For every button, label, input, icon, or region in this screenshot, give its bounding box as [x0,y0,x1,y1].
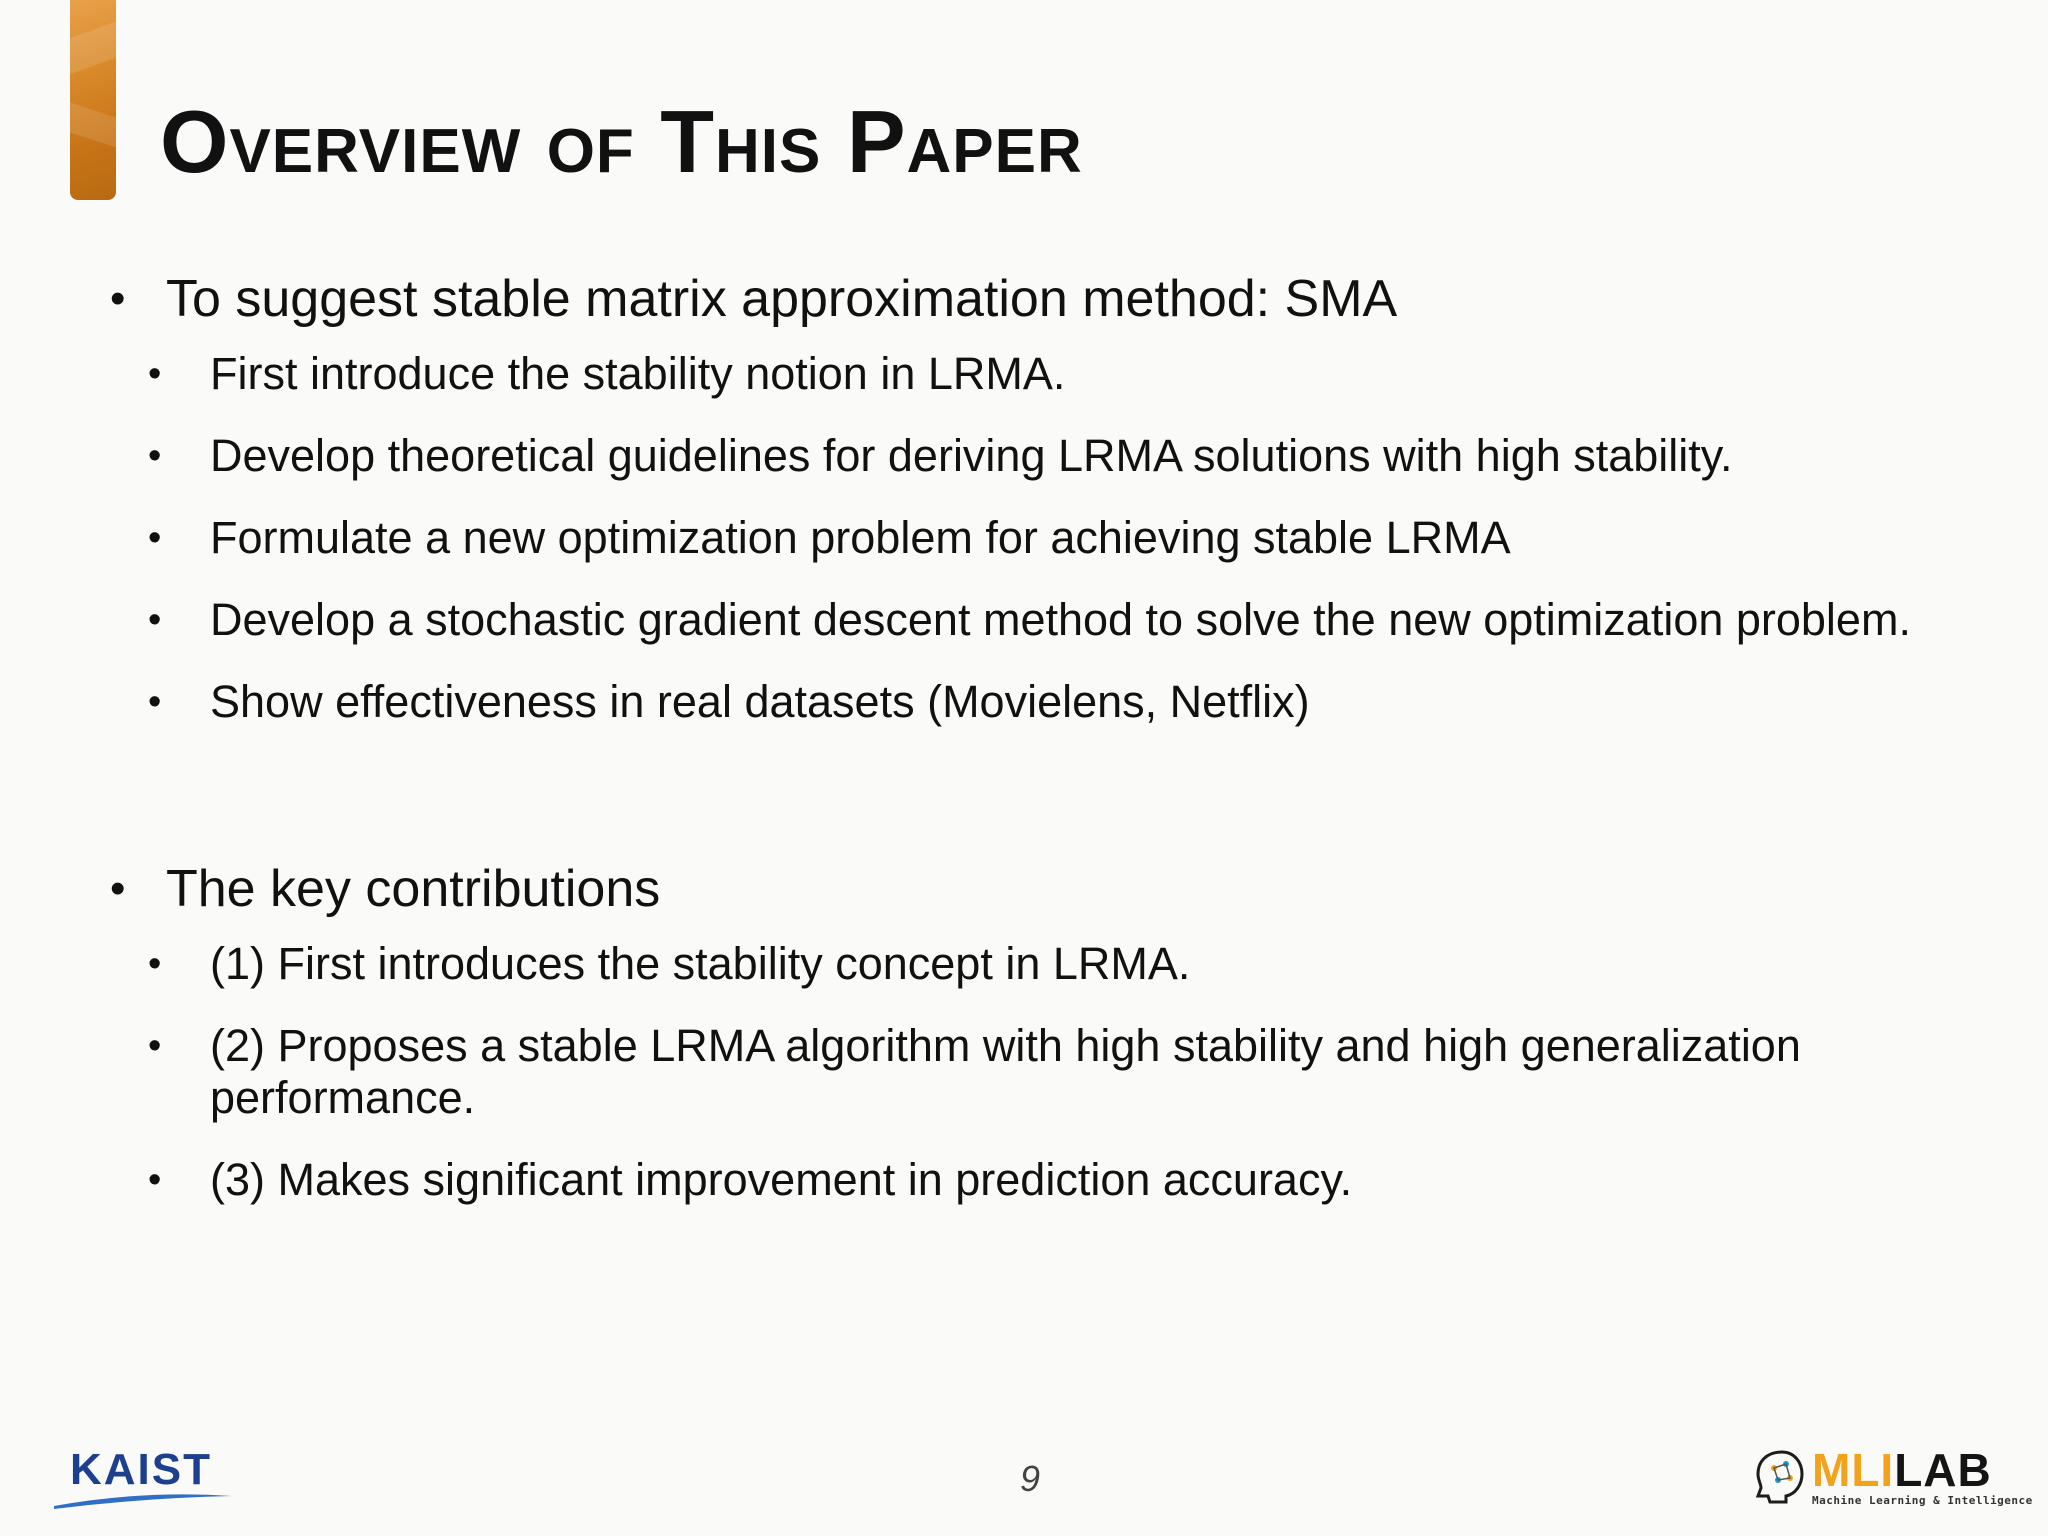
list-item: • Develop a stochastic gradient descent method to solve the new optimization problem. [110,594,1930,646]
list-item: • (3) Makes significant improvement in prediction accuracy. [110,1154,1970,1206]
list-item: • Develop theoretical guidelines for deriving LRMA solutions with high stability. [110,430,1970,482]
kaist-logo [52,1445,234,1510]
title-accent-bar [70,0,116,200]
list-item: • Formulate a new optimization problem for achieving stable LRMA [110,512,1970,564]
list-item: • Show effectiveness in real datasets (Movielens, Netflix) [110,676,1970,728]
mlilab-logo [1752,1444,2033,1512]
accent-facet [70,22,116,75]
section-2 [110,858,1970,1206]
section-1 [110,268,1970,728]
mlilab-logo-part1: MLI [1812,1444,1895,1496]
accent-facet [70,103,116,148]
kaist-swoosh-icon [52,1488,234,1510]
list-item: • First introduce the stability notion in LRMA. [110,348,1970,400]
mlilab-logo-text [1812,1446,1992,1494]
section-heading: • To suggest stable matrix approximation method: SMA [110,268,1970,330]
brain-head-icon [1752,1448,1808,1504]
page-number: 9 [1019,1458,1041,1499]
list-item: • (1) First introduces the stability concept in LRMA. [110,938,1970,990]
mlilab-subtitle: Machine Learning & Intelligence [1812,1494,2033,1507]
section-heading: • The key contributions [110,858,1970,920]
slide-title: Overview of This Paper [160,92,1083,191]
section-spacer [110,758,1970,858]
mlilab-logo-part2: LAB [1894,1444,1992,1496]
slide-content [110,268,1970,1236]
list-item: • (2) Proposes a stable LRMA algorithm with high stability and high generalization performance. [110,1020,1990,1124]
kaist-logo-text: KAIST [70,1445,212,1494]
